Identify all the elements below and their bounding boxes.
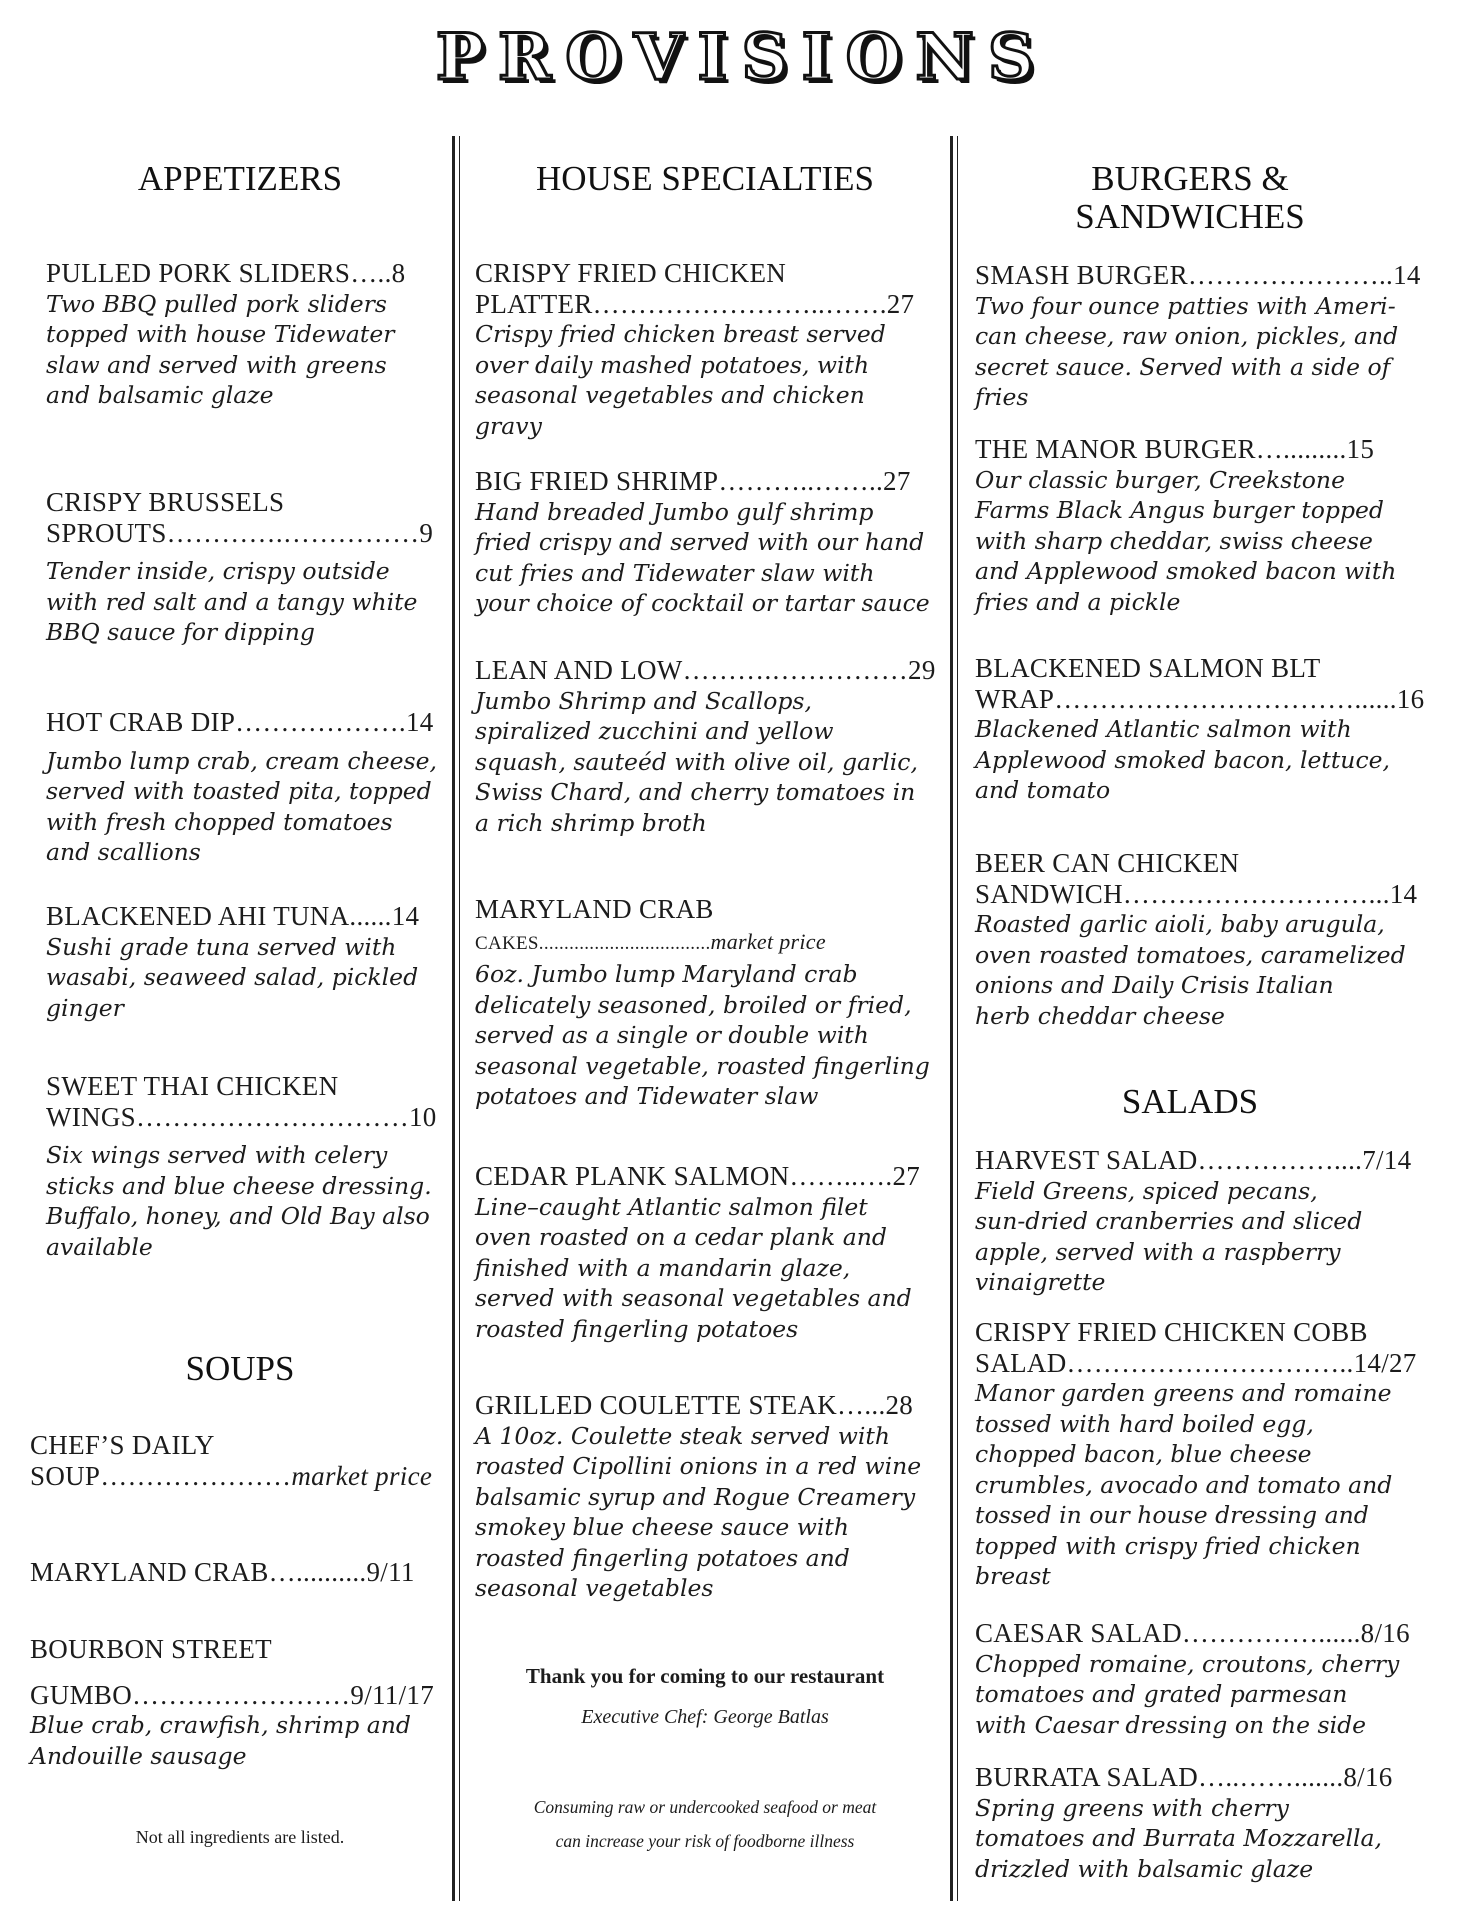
item-description-line: fried crispy and served with our hand xyxy=(475,528,925,556)
item-description xyxy=(46,1140,451,1262)
item-name: PULLED PORK SLIDERS…..8 xyxy=(46,258,406,288)
item-description-line: Farms Black Angus burger topped xyxy=(975,496,1384,524)
item-description xyxy=(975,1649,1425,1741)
item-description-line: Swiss Chard, and cherry tomatoes in xyxy=(475,778,916,806)
food-safety-warning-line-2: can increase your risk of foodborne illness xyxy=(555,1831,855,1851)
item-name: BURRATA SALAD…..…….......8/16 xyxy=(975,1762,1393,1792)
item-description-line: slaw and served with greens xyxy=(46,350,387,379)
section-heading-soups: SOUPS xyxy=(185,1349,295,1388)
item-description-line: topped with crispy fried chicken xyxy=(975,1531,1361,1560)
item-description-line: balsamic syrup and Rogue Creamery xyxy=(475,1482,916,1511)
item-name: BLACKENED SALMON BLT xyxy=(975,653,1321,683)
item-description-line: served as a single or double with xyxy=(475,1021,869,1049)
item-description-line: sun-dried cranberries and sliced xyxy=(975,1207,1363,1235)
item-description-line: Tender inside, crispy outside xyxy=(46,557,390,585)
item-description-line: roasted fingerling potatoes and xyxy=(475,1543,850,1572)
food-safety-warning-line-1: Consuming raw or undercooked seafood or meat xyxy=(533,1797,877,1817)
item-description-line: with Caesar dressing on the side xyxy=(975,1710,1367,1739)
item-description xyxy=(30,1710,445,1771)
item-description-line: Two four ounce patties with Ameri- xyxy=(975,291,1396,320)
item-description xyxy=(46,289,451,411)
item-name: CEDAR PLANK SALMON……..….27 xyxy=(475,1161,921,1191)
item-name: SWEET THAI CHICKEN xyxy=(46,1071,339,1101)
item-description-line: tossed with hard boiled egg, xyxy=(975,1409,1314,1438)
item-description-line: Jumbo lump crab, cream cheese, xyxy=(46,746,437,775)
appetizers-menu-item xyxy=(46,258,451,411)
item-name: CAESAR SALAD……………......8/16 xyxy=(975,1618,1410,1648)
item-name: HOT CRAB DIP……………….14 xyxy=(46,707,434,737)
soups-menu-item xyxy=(30,1634,445,1771)
item-description-line: vinaigrette xyxy=(975,1268,1106,1296)
specialties-menu-item xyxy=(475,1161,950,1344)
item-description-line: a rich shrimp broth xyxy=(475,808,707,837)
item-description xyxy=(475,319,950,441)
item-description-line: secret sauce. Served with a side of xyxy=(975,352,1391,381)
item-name: MARYLAND CRAB…..........9/11 xyxy=(30,1557,415,1587)
item-description-line: spiralized zucchini and yellow xyxy=(475,717,834,745)
item-description xyxy=(975,1793,1425,1885)
item-description-line: Line–caught Atlantic salmon filet xyxy=(475,1192,868,1221)
item-name: BIG FRIED SHRIMP………..……..27 xyxy=(475,466,911,496)
item-name: GRILLED COULETTE STEAK…...28 xyxy=(475,1390,914,1420)
section-heading-appetizers: APPETIZERS xyxy=(137,159,343,198)
item-description-line: your choice of cocktail or tartar sauce xyxy=(475,589,930,617)
item-description-line: seasonal vegetables and chicken xyxy=(475,381,865,409)
item-name-price: PLATTER……………………..…….27 xyxy=(475,288,915,319)
item-description-line: wasabi, seaweed salad, pickled xyxy=(46,963,419,991)
column-divider-right xyxy=(950,136,953,1901)
item-description-line: Hand breaded Jumbo gulf shrimp xyxy=(475,497,874,526)
item-description-line: can cheese, raw onion, pickles, and xyxy=(975,322,1399,350)
item-description-line: onions and Daily Crisis Italian xyxy=(975,971,1334,999)
item-description-line: oven roasted on a cedar plank and xyxy=(475,1223,887,1251)
item-description xyxy=(475,497,950,619)
item-name-price: SALAD…………………………..14/27 xyxy=(975,1347,1417,1378)
item-description xyxy=(975,465,1425,618)
item-description-line: Two BBQ pulled pork sliders xyxy=(46,289,387,318)
section-heading-burgers-line-1: BURGERS & xyxy=(1091,159,1289,198)
item-description-line: ginger xyxy=(46,993,124,1022)
item-description-line: Spring greens with cherry xyxy=(975,1793,1289,1822)
section-heading-burgers-line-2: SANDWICHES xyxy=(1075,197,1305,236)
item-description-line: BBQ sauce for dipping xyxy=(46,618,315,646)
item-description-line: seasonal vegetable, roasted fingerling xyxy=(475,1051,930,1080)
section-heading-burgers xyxy=(960,160,1420,236)
item-description-line: available xyxy=(46,1232,153,1261)
appetizers-menu-item xyxy=(46,707,451,868)
item-description xyxy=(975,291,1425,413)
appetizers-menu-item xyxy=(46,901,451,1023)
item-description-line: breast xyxy=(975,1562,1051,1590)
item-name: LEAN AND LOW……….……………29 xyxy=(475,655,936,685)
item-description xyxy=(46,556,451,648)
item-description-line: cut fries and Tidewater slaw with xyxy=(475,558,875,587)
item-description xyxy=(975,1378,1425,1592)
item-name-price: WINGS…………………………10 xyxy=(46,1101,437,1132)
item-description xyxy=(475,959,950,1112)
burgers-menu-item xyxy=(975,260,1425,413)
item-name: CRISPY FRIED CHICKEN xyxy=(475,258,787,288)
item-name-price: GUMBO……………………9/11/17 xyxy=(30,1679,435,1710)
burgers-menu-item xyxy=(975,653,1425,806)
soups-menu-item xyxy=(30,1430,445,1491)
item-description-line: Applewood smoked bacon, lettuce, xyxy=(975,745,1390,774)
item-name-price: SANDWICH………………………...14 xyxy=(975,878,1418,909)
item-description xyxy=(46,746,451,868)
item-description-line: Blue crab, crawfish, shrimp and xyxy=(30,1711,411,1739)
section-heading-salads: SALADS xyxy=(1121,1082,1259,1121)
item-name-price: SPROUTS………….……………9 xyxy=(46,517,434,548)
item-name: CRISPY BRUSSELS xyxy=(46,487,285,517)
item-description-line: topped with house Tidewater xyxy=(46,320,395,348)
item-description-line: and tomato xyxy=(975,776,1111,804)
item-description-line: seasonal vegetables xyxy=(475,1574,714,1602)
item-description-line: Manor garden greens and romaine xyxy=(975,1379,1392,1407)
item-description-line: Our classic burger, Creekstone xyxy=(975,465,1345,494)
item-name: CRISPY FRIED CHICKEN COBB xyxy=(975,1317,1368,1347)
item-description-line: Field Greens, spiced pecans, xyxy=(975,1176,1318,1205)
item-name-price xyxy=(475,925,950,960)
item-description-line: chopped bacon, blue cheese xyxy=(975,1440,1312,1468)
item-description-line: Jumbo Shrimp and Scallops, xyxy=(475,686,812,715)
column-divider-left xyxy=(452,136,455,1901)
item-name-price: WRAP……………………………......16 xyxy=(975,683,1425,714)
item-name: BEER CAN CHICKEN xyxy=(975,848,1240,878)
item-description-line: with red salt and a tangy white xyxy=(46,587,418,616)
soups-menu-item xyxy=(30,1557,445,1588)
item-description-line: squash, sauteéd with olive oil, garlic, xyxy=(475,747,918,776)
item-description-line: drizzled with balsamic glaze xyxy=(975,1854,1314,1883)
item-name: SMASH BURGER…………………..14 xyxy=(975,260,1421,290)
salads-menu-item xyxy=(975,1618,1425,1740)
executive-chef: Executive Chef: George Batlas xyxy=(581,1706,829,1728)
item-name: BLACKENED AHI TUNA......14 xyxy=(46,901,420,931)
item-name: MARYLAND CRAB xyxy=(475,894,714,924)
salads-menu-item xyxy=(975,1317,1425,1592)
item-description xyxy=(475,1192,950,1345)
item-description-line: roasted Cipollini onions in a red wine xyxy=(475,1452,922,1480)
item-description-line: roasted fingerling potatoes xyxy=(475,1314,799,1343)
item-description-line: potatoes and Tidewater slaw xyxy=(475,1082,819,1110)
item-description-line: Roasted garlic aioli, baby arugula, xyxy=(975,910,1385,938)
item-description-line: crumbles, avocado and tomato and xyxy=(975,1470,1393,1499)
appetizers-menu-item xyxy=(46,1071,451,1262)
item-name: CHEF’S DAILY xyxy=(30,1430,215,1460)
item-description-line: fries xyxy=(975,383,1029,411)
item-description-line: Sushi grade tuna served with xyxy=(46,932,397,961)
item-description-line: Andouille sausage xyxy=(30,1741,247,1770)
item-price: market price xyxy=(710,928,826,954)
item-description xyxy=(475,1421,950,1604)
item-description xyxy=(46,932,451,1024)
item-description-line: oven roasted tomatoes, caramelized xyxy=(975,940,1406,969)
item-description-line: fries and a pickle xyxy=(975,587,1181,616)
item-description-line: served with toasted pita, topped xyxy=(46,777,432,805)
item-description-line: Chopped romaine, croutons, cherry xyxy=(975,1649,1400,1678)
item-description-line: with sharp cheddar, swiss cheese xyxy=(975,526,1373,555)
item-description-line: and balsamic glaze xyxy=(46,381,274,409)
thank-you-note: Thank you for coming to our restaurant xyxy=(525,1664,885,1688)
item-description-line: smokey blue cheese sauce with xyxy=(475,1513,849,1541)
item-description-line: with fresh chopped tomatoes xyxy=(46,807,393,836)
item-description-line: A 10oz. Coulette steak served with xyxy=(475,1421,891,1450)
item-description-line: Blackened Atlantic salmon with xyxy=(975,715,1352,743)
specialties-menu-item xyxy=(475,894,950,1112)
item-description-line: Buffalo, honey, and Old Bay also xyxy=(46,1202,430,1230)
specialties-menu-item xyxy=(475,258,950,441)
item-name: BOURBON STREET xyxy=(30,1634,272,1664)
ingredients-note: Not all ingredients are listed. xyxy=(135,1827,345,1847)
item-name-leader: CAKES.................................. xyxy=(475,932,711,954)
specialties-menu-item xyxy=(475,655,950,838)
item-description-line: 6oz. Jumbo lump Maryland crab xyxy=(475,960,858,988)
item-description-line: served with seasonal vegetables and xyxy=(475,1284,912,1312)
menu-title: PROVISIONS xyxy=(435,20,1049,95)
item-description xyxy=(975,1176,1425,1298)
item-description-line: delicately seasoned, broiled or fried, xyxy=(475,990,912,1019)
item-description-line: gravy xyxy=(475,411,542,440)
item-name-leader: SOUP………………… xyxy=(30,1460,292,1491)
item-description-line: Six wings served with celery xyxy=(46,1141,388,1169)
item-description-line: and Applewood smoked bacon with xyxy=(975,557,1397,585)
item-description-line: over daily mashed potatoes, with xyxy=(475,350,870,379)
specialties-menu-item xyxy=(475,466,950,619)
item-description-line: apple, served with a raspberry xyxy=(975,1237,1341,1266)
section-heading-house-specialties: HOUSE SPECIALTIES xyxy=(535,159,875,198)
item-description-line: tomatoes and Burrata Mozzarella, xyxy=(975,1824,1383,1852)
item-description-line: herb cheddar cheese xyxy=(975,1001,1225,1030)
item-name: THE MANOR BURGER….........15 xyxy=(975,434,1375,464)
item-description-line: tossed in our house dressing and xyxy=(975,1501,1369,1529)
item-description-line: tomatoes and grated parmesan xyxy=(975,1680,1348,1708)
burgers-menu-item xyxy=(975,434,1425,617)
item-description-line: sticks and blue cheese dressing. xyxy=(46,1171,432,1200)
item-name-price xyxy=(30,1461,445,1492)
item-description-line: Crispy fried chicken breast served xyxy=(475,320,886,348)
appetizers-menu-item xyxy=(46,487,451,648)
item-name: HARVEST SALAD……………....7/14 xyxy=(975,1145,1412,1175)
item-description-line: and scallions xyxy=(46,838,201,866)
item-description-line: finished with a mandarin glaze, xyxy=(475,1253,851,1282)
burgers-menu-item xyxy=(975,848,1425,1031)
salads-menu-item xyxy=(975,1145,1425,1298)
item-description xyxy=(975,909,1425,1031)
item-description xyxy=(475,686,950,839)
specialties-menu-item xyxy=(475,1390,950,1604)
item-description xyxy=(975,714,1425,806)
item-price: market price xyxy=(291,1460,433,1491)
salads-menu-item xyxy=(975,1762,1425,1884)
